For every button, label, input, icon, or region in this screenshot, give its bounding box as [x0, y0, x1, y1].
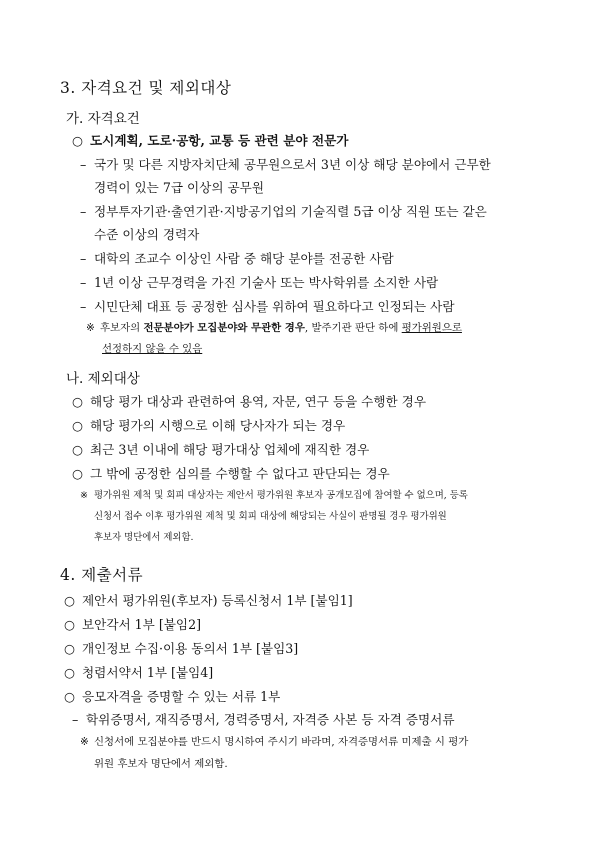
qualification-dash-3: – 대학의 조교수 이상인 사람 중 해당 분야를 전공한 사람: [80, 251, 394, 266]
dash-bullet-icon: –: [80, 157, 87, 172]
document-item-4: ○ 청렴서약서 1부 [붙임4]: [64, 665, 214, 680]
subsection-b-title: 나. 제외대상: [66, 371, 140, 387]
exclusion-note-line-2: 신청서 접수 이후 평가위원 제척 및 회피 대상에 해당되는 사실이 판명될 경우 평가위원: [94, 511, 447, 522]
qualification-dash-2-cont: 수준 이상의 경력자: [94, 227, 200, 242]
circle-bullet-icon: ○: [64, 665, 75, 680]
qualification-note-cont: 선정하지 않을 수 있음: [102, 343, 203, 355]
qualification-dash-1: – 국가 및 다른 지방자치단체 공무원으로서 3년 이상 해당 분야에서 근무한: [80, 157, 491, 172]
circle-bullet-icon: ○: [72, 466, 83, 481]
document-note-line-2: 위원 후보자 명단에서 제외함.: [94, 758, 228, 770]
circle-bullet-icon: ○: [72, 418, 83, 433]
exclusion-note-line-1: ※ 평가위원 제척 및 회피 대상자는 제안서 평가위원 후보자 공개모집에 참여할 수 없으며, 등록: [80, 490, 468, 501]
qualification-dash-2: – 정부투자기관·출연기관·지방공기업의 기술직렬 5급 이상 직원 또는 같은: [80, 204, 487, 219]
exclusion-item-3: ○ 최근 3년 이내에 해당 평가대상 업체에 재직한 경우: [72, 442, 370, 457]
document-item-2: ○ 보안각서 1부 [붙임2]: [64, 617, 202, 632]
circle-bullet-icon: ○: [72, 442, 83, 457]
qualification-note: ※ 후보자의 전문분야가 모집분야와 무관한 경우, 발주기관 판단 하에 평가위원으로: [86, 322, 462, 334]
exclusion-item-4: ○ 그 밖에 공정한 심의를 수행할 수 없다고 판단되는 경우: [72, 466, 390, 481]
exclusion-item-2: ○ 해당 평가의 시행으로 이해 당사자가 되는 경우: [72, 418, 346, 433]
note-mark-icon: ※: [80, 736, 89, 748]
dash-bullet-icon: –: [80, 299, 87, 314]
dash-bullet-icon: –: [80, 204, 87, 219]
document-item-3: ○ 개인정보 수집·이용 동의서 1부 [붙임3]: [64, 641, 299, 656]
circle-bullet-icon: ○: [72, 133, 83, 148]
exclusion-item-1: ○ 해당 평가 대상과 관련하여 용역, 자문, 연구 등을 수행한 경우: [72, 394, 427, 409]
note-mark-icon: ※: [86, 322, 95, 334]
section-4-title: 4. 제출서류: [60, 566, 144, 584]
document-dash: – 학위증명서, 재직증명서, 경력증명서, 자격증 사본 등 자격 증명서류: [72, 712, 455, 727]
subsection-a-title: 가. 자격요건: [66, 111, 140, 127]
document-note-line-1: ※ 신청서에 모집분야를 반드시 명시하여 주시기 바라며, 자격증명서류 미제출 시 평가: [80, 736, 469, 748]
qualification-dash-1-cont: 경력이 있는 7급 이상의 공무원: [94, 180, 265, 195]
circle-bullet-icon: ○: [72, 394, 83, 409]
dash-bullet-icon: –: [80, 251, 87, 266]
circle-bullet-icon: ○: [64, 689, 75, 704]
note-mark-icon: ※: [80, 490, 88, 501]
circle-bullet-icon: ○: [64, 641, 75, 656]
qualification-item: ○ 도시계획, 도로·공항, 교통 등 관련 분야 전문가: [72, 133, 349, 148]
dash-bullet-icon: –: [72, 712, 79, 727]
exclusion-note-line-3: 후보자 명단에서 제외함.: [94, 532, 194, 543]
circle-bullet-icon: ○: [64, 593, 75, 608]
qualification-dash-4: – 1년 이상 근무경력을 가진 기술사 또는 박사학위를 소지한 사람: [80, 275, 439, 290]
dash-bullet-icon: –: [80, 275, 87, 290]
qualification-dash-5: – 시민단체 대표 등 공정한 심사를 위하여 필요하다고 인정되는 사람: [80, 299, 455, 314]
circle-bullet-icon: ○: [64, 617, 75, 632]
document-item-5: ○ 응모자격을 증명할 수 있는 서류 1부: [64, 689, 281, 704]
section-3-title: 3. 자격요건 및 제외대상: [60, 79, 232, 97]
document-item-1: ○ 제안서 평가위원(후보자) 등록신청서 1부 [붙임1]: [64, 593, 353, 608]
